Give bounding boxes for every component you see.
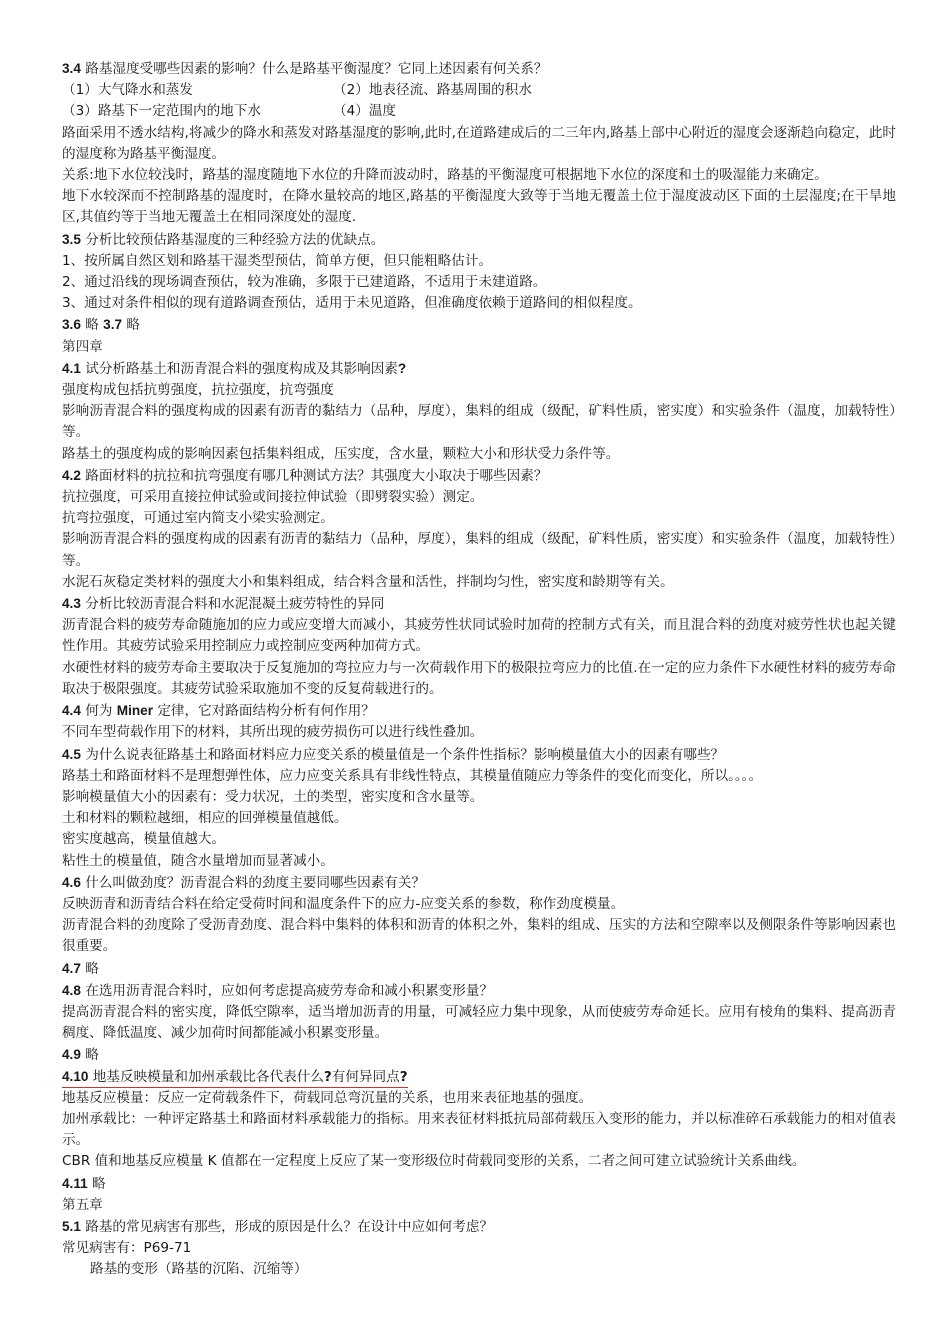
answer-paragraph: 1、按所属自然区划和路基干湿类型预估，简单方便，但只能粗略估计。: [62, 252, 493, 269]
miner-term: Miner: [116, 703, 154, 719]
question-text: 略: [80, 317, 104, 334]
question-text: 试分析路基土和沥青混合料的强度构成及其影响因素: [80, 360, 398, 377]
question-number: 4.10: [62, 1068, 89, 1084]
factor-1: （1）大气降水和蒸发: [62, 82, 193, 99]
question-number: 3.6: [62, 317, 81, 333]
answer-paragraph: 3、通过对条件相似的现有道路调查预估，适用于未见道路，但准确度依赖于道路间的相似程度。: [62, 295, 642, 312]
question-text: 路基湿度受哪些因素的影响？什么是路基平衡湿度？它同上述因素有何关系？: [80, 61, 548, 77]
question-number: 4.4: [62, 703, 81, 719]
question-4-9: [62, 1044, 896, 1066]
question-number: 4.3: [62, 596, 81, 612]
answer-paragraph: 地基反应模量：反应一定荷载条件下，荷载同总弯沉量的关系，也用来表征地基的强度。: [62, 1089, 593, 1106]
question-text: 在选用沥青混合料时，应如何考虑提高疲劳寿命和减小积累变形量？: [80, 982, 494, 999]
question-text: 定律，它对路面结构分析有何作用？: [153, 703, 375, 720]
question-number: 4.11: [62, 1175, 88, 1191]
question-4-2: [62, 465, 896, 487]
question-number: 4.5: [62, 746, 81, 762]
answer-paragraph: 影响沥青混合料的强度构成的因素有沥青的黏结力（品种，厚度），集料的组成（级配，矿料性质，密实度）和实验条件（温度，加载特性）等。: [62, 403, 896, 441]
answer-paragraph: 提高沥青混合料的密实度，降低空隙率，适当增加沥青的用量，可减轻应力集中现象，从而使疲劳寿命延长。应用有棱角的集料、提高沥青稠度、降低温度、减少加荷时间都能减小积累变形量。: [62, 1003, 896, 1042]
answer-paragraph: 2、通过沿线的现场调查预估，较为准确，多限于已建道路，不适用于未建道路。: [62, 274, 547, 291]
question-3-5: [62, 229, 896, 251]
answer-paragraph: 路基土和路面材料不是理想弹性体，应力应变关系具有非线性特点，其模量值随应力等条件的变化而变化，所以。。。。: [62, 767, 763, 784]
question-5-1: [62, 1216, 896, 1238]
answer-paragraph: 土和材料的颗粒越细，相应的回弹模量值越低。: [62, 810, 348, 827]
question-4-3: [62, 593, 896, 615]
question-text: 什么叫做劲度？沥青混合料的劲度主要同哪些因素有关？: [80, 874, 426, 891]
question-number: 4.9: [62, 1047, 81, 1063]
question-text: 分析比较预估路基湿度的三种经验方法的优缺点。: [80, 231, 385, 248]
question-text: 有何异同点: [331, 1068, 400, 1085]
question-4-5: [62, 744, 896, 766]
answer-paragraph: 关系:地下水位较浅时，路基的湿度随地下水位的升降而波动时，路基的平衡湿度可根据地下水位的深度和土的吸湿能力来确定。: [62, 167, 828, 184]
answer-paragraph: 路基土的强度构成的影响因素包括集料组成，压实度，含水量，颗粒大小和形状受力条件等。: [62, 445, 620, 462]
question-text: 略: [80, 960, 99, 977]
question-3-4: [62, 58, 896, 80]
answer-paragraph: 不同车型荷载作用下的材料，其所出现的疲劳损伤可以进行线性叠加。: [62, 724, 484, 741]
chapter-heading: 第四章: [62, 338, 103, 355]
factor-2: （2）地表径流、路基周围的积水: [333, 82, 532, 99]
question-number: 3.4: [62, 61, 81, 76]
underlined-question: [62, 1067, 408, 1088]
question-text: 何为: [80, 703, 117, 720]
answer-paragraph: 抗拉强度，可采用直接拉伸试验或间接拉伸试验（即劈裂实验）测定。: [62, 489, 484, 506]
factor-3: （3）路基下一定范围内的地下水: [62, 103, 261, 120]
question-4-6: [62, 872, 896, 894]
question-mark: ?: [397, 360, 407, 376]
question-number: 3.7: [103, 317, 123, 333]
answer-paragraph: 抗弯拉强度，可通过室内简支小梁实验测定。: [62, 510, 334, 527]
question-number: 5.1: [62, 1218, 81, 1234]
question-text: 略: [122, 317, 140, 334]
question-number: 3.5: [62, 231, 81, 247]
answer-paragraph: 沥青混合料的疲劳寿命随施加的应力或应变增大而减小，其疲劳性状同试验时加荷的控制方式有关，而且混合料的劲度对疲劳性状也起关键性作用。其疲劳试验采用控制应力或控制应变两种加荷方式。: [62, 617, 896, 655]
factor-row-2: [62, 101, 896, 122]
factor-4: （4）温度: [333, 103, 397, 120]
question-text: 路面材料的抗拉和抗弯强度有哪几种测试方法？其强度大小取决于哪些因素？: [80, 467, 548, 484]
answer-paragraph: 路基的变形（路基的沉陷、沉缩等）: [90, 1261, 308, 1278]
answer-paragraph: 加州承载比：一种评定路基土和路面材料承载能力的指标。用来表征材料抵抗局部荷载压入变形的能力，并以标准碎石承载能力的相对值表示。: [62, 1110, 896, 1149]
answer-paragraph: 地下水较深而不控制路基的湿度时，在降水量较高的地区,路基的平衡湿度大致等于当地无覆盖土位于湿度波动区下面的土层湿度;在干旱地区,其值约等于当地无覆盖土在相同深度处的湿度.: [62, 188, 896, 226]
question-number: 4.6: [62, 874, 81, 890]
question-3-6-3-7: [62, 314, 896, 336]
question-text: 分析比较沥青混合料和水泥混凝土疲劳特性的异同: [80, 596, 385, 613]
question-number: 4.2: [62, 467, 81, 483]
answer-paragraph: 沥青混合料的劲度除了受沥青劲度、混合料中集料的体积和沥青的体积之外，集料的组成、压实的方法和空隙率以及侧限条件等影响因素也很重要。: [62, 917, 896, 955]
factor-row-1: [62, 80, 896, 101]
question-text: 为什么说表征路基土和路面材料应力应变关系的模量值是一个条件性指标？影响模量值大小的因素有哪些？: [80, 746, 725, 763]
answer-paragraph: CBR 值和地基反应模量 K 值都在一定程度上反应了某一变形级位时荷载同变形的关系，二者之间可建立试验统计关系曲线。: [62, 1153, 806, 1170]
question-text: 略: [87, 1175, 106, 1192]
question-4-7: [62, 958, 896, 980]
question-number: 4.7: [62, 960, 81, 976]
answer-paragraph: 强度构成包括抗剪强度，抗拉强度，抗弯强度: [62, 382, 334, 399]
answer-paragraph: 影响沥青混合料的强度构成的因素有沥青的黏结力（品种，厚度），集料的组成（级配，矿料性质，密实度）和实验条件（温度，加载特性）等。: [62, 531, 896, 569]
question-text: 略: [80, 1047, 99, 1064]
answer-paragraph: 常见病害有：P69-71: [62, 1240, 192, 1257]
answer-paragraph: 粘性土的模量值，随含水量增加而显著减小。: [62, 852, 334, 869]
answer-paragraph: 反映沥青和沥青结合料在给定受荷时间和温度条件下的应力-应变关系的参数，称作劲度模量。: [62, 895, 625, 912]
answer-paragraph: 路面采用不透水结构,将减少的降水和蒸发对路基湿度的影响,此时,在道路建成后的二三年内,路基上部中心附近的湿度会逐渐趋向稳定，此时的湿度称为路基平衡湿度。: [62, 124, 896, 162]
question-text: 路基的常见病害有那些，形成的原因是什么？在设计中应如何考虑？: [80, 1218, 494, 1235]
question-4-11: [62, 1173, 896, 1195]
question-4-8: [62, 980, 896, 1002]
question-4-4: [62, 700, 896, 722]
question-4-10: [62, 1067, 896, 1088]
question-number: 4.1: [62, 360, 81, 376]
question-number: 4.8: [62, 982, 81, 998]
question-mark: ?: [323, 1068, 332, 1085]
answer-paragraph: 水硬性材料的疲劳寿命主要取决于反复施加的弯拉应力与一次荷载作用下的极限拉弯应力的比值.在一定的应力条件下水硬性材料的疲劳寿命取决于极限强度。其疲劳试验采取施加不变的反复荷载进行的。: [62, 659, 896, 697]
answer-paragraph: 水泥石灰稳定类材料的强度大小和集料组成，结合料含量和活性，拌制均匀性，密实度和龄期等有关。: [62, 573, 674, 590]
answer-paragraph: 密实度越高，模量值越大。: [62, 831, 226, 848]
question-text: 地基反映模量和加州承载比各代表什么: [88, 1068, 324, 1085]
chapter-heading: 第五章: [62, 1196, 103, 1213]
question-4-1: [62, 358, 896, 380]
answer-paragraph: 影响模量值大小的因素有：受力状况，土的类型，密实度和含水量等。: [62, 788, 484, 805]
question-mark: ?: [399, 1068, 408, 1085]
